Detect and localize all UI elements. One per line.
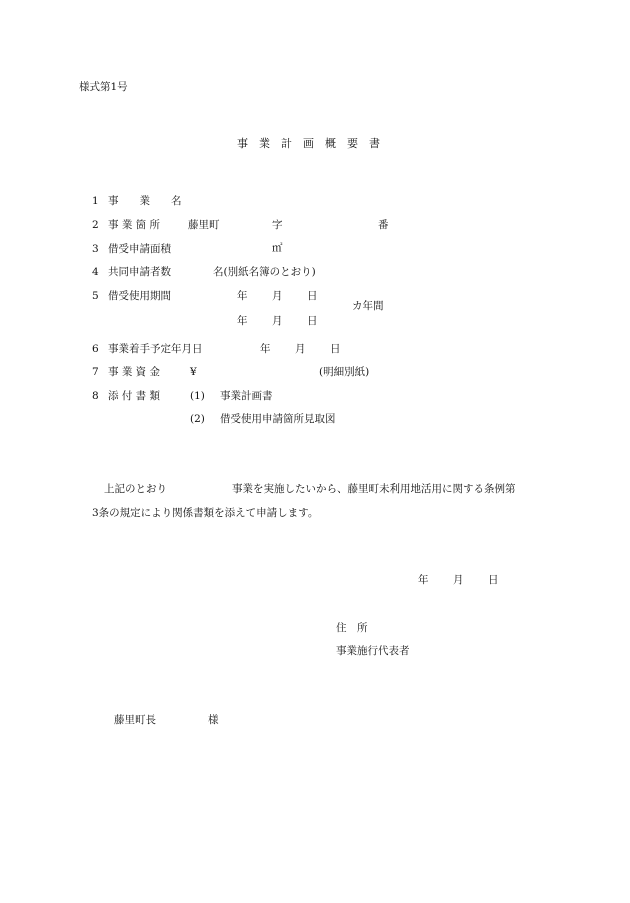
item-5-start-day: 日 xyxy=(307,290,318,302)
item-2-label: 事 業 箇 所 xyxy=(108,219,161,231)
item-5-years: カ年間 xyxy=(352,300,384,312)
item-2-number: 2 xyxy=(92,219,99,231)
item-1-label: 事 業 名 xyxy=(108,195,182,207)
body-line-1-start: 上記のとおり xyxy=(104,483,167,495)
item-8-number: 8 xyxy=(92,390,99,402)
item-8-attachment-2: 借受使用申請箇所見取図 xyxy=(220,413,336,425)
item-6-label: 事業着手予定年月日 xyxy=(108,343,203,355)
body-line-2: 3条の規定により関係書類を添えて申請します。 xyxy=(92,507,319,519)
item-6-day: 日 xyxy=(330,343,341,355)
item-2-aza: 字 xyxy=(272,219,283,231)
item-5-end-month: 月 xyxy=(272,315,283,327)
date-month: 月 xyxy=(453,574,464,586)
item-3-number: 3 xyxy=(92,243,99,255)
item-5-start-month: 月 xyxy=(272,290,283,302)
item-8-attachment-2-number: (2) xyxy=(190,413,205,425)
item-8-attachment-1-number: (1) xyxy=(190,390,205,402)
date-year: 年 xyxy=(418,574,429,586)
item-4-number: 4 xyxy=(92,266,99,278)
form-number: 様式第1号 xyxy=(79,81,128,93)
item-5-number: 5 xyxy=(92,290,99,302)
item-2-ban: 番 xyxy=(378,219,389,231)
item-5-end-year: 年 xyxy=(237,315,248,327)
applicant-address-label: 住 所 xyxy=(336,622,368,634)
item-7-yen: ¥ xyxy=(190,366,197,378)
document-title: 事 業 計 画 概 要 書 xyxy=(237,137,380,150)
item-4-label: 共同申請者数 xyxy=(108,266,171,278)
item-6-month: 月 xyxy=(295,343,306,355)
item-6-year: 年 xyxy=(260,343,271,355)
item-5-label: 借受使用期間 xyxy=(108,290,171,302)
item-3-label: 借受申請面積 xyxy=(108,243,171,255)
item-3-unit: ㎡ xyxy=(272,242,283,254)
item-4-note: 名(別紙名簿のとおり) xyxy=(213,266,316,278)
item-1-number: 1 xyxy=(92,195,99,207)
item-8-label: 添 付 書 類 xyxy=(108,390,161,402)
item-7-number: 7 xyxy=(92,366,99,378)
applicant-representative-label: 事業施行代表者 xyxy=(336,645,410,657)
date-day: 日 xyxy=(488,574,499,586)
item-5-start-year: 年 xyxy=(237,290,248,302)
item-5-end-day: 日 xyxy=(307,315,318,327)
addressee-name: 藤里町長 xyxy=(114,714,156,726)
item-2-town: 藤里町 xyxy=(188,219,220,231)
item-8-attachment-1: 事業計画書 xyxy=(220,390,273,402)
item-7-note: (明細別紙) xyxy=(319,366,370,378)
item-6-number: 6 xyxy=(92,343,99,355)
body-line-1-rest: 事業を実施したいから、藤里町未利用地活用に関する条例第 xyxy=(232,483,516,495)
addressee-honorific: 様 xyxy=(208,714,219,726)
item-7-label: 事 業 資 金 xyxy=(108,366,161,378)
